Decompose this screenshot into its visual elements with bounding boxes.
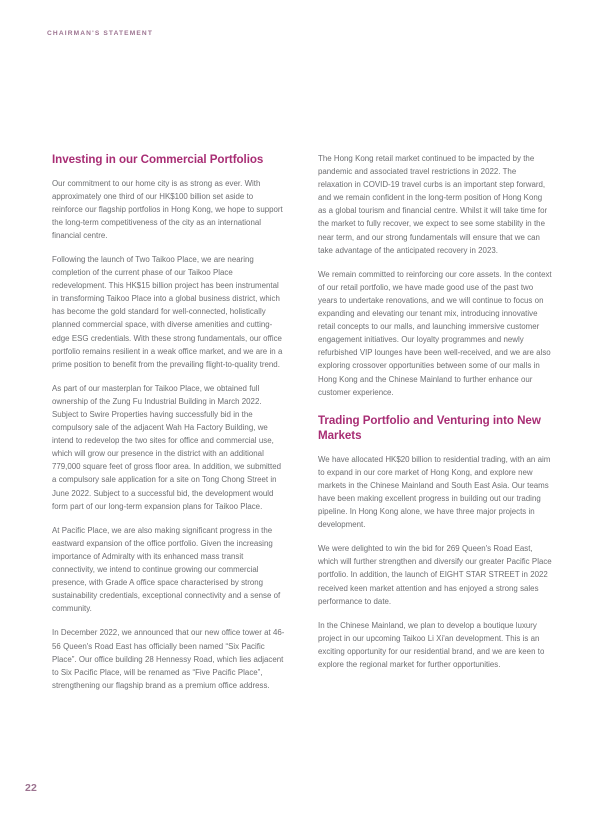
- paragraph: We have allocated HK$20 billion to residential trading, with an aim to expand in our core market of Hong Kong, and explore new markets in the Chinese Mainland and South East Asia. Our teams have been making excellent progress in building out our trading pipeline. In Hong Kong alone, we have three major projects in development.: [318, 454, 551, 530]
- right-column: [318, 152, 552, 671]
- running-header: CHAIRMAN'S STATEMENT: [47, 30, 154, 37]
- paragraph: We remain committed to reinforcing our core assets. In the context of our retail portfolio, we have made good use of the past two years to undertake renovations, and we will continue to focus on expanding and elevating our tenant mix, introducing innovative retail concepts to our malls, and launching immersive customer engagement initiatives. Our loyalty programmes and newly refurbished VIP lounges have been well-received, and we are also exploring crossover opportunities between some of our malls in Hong Kong and the Chinese Mainland to further enhance our customer experience.: [318, 269, 552, 397]
- paragraph: We were delighted to win the bid for 269 Queen's Road East, which will further strengthen and diversify our greater Pacific Place portfolio. In addition, the launch of EIGHT STAR STREET in 2022 received keen market attention and has enjoyed a strong sales performance to date.: [318, 544, 552, 606]
- paragraph: Our commitment to our home city is as strong as ever. With approximately one third of our HK$100 billion set aside to reinforce our flagship portfolios in Hong Kong, we hope to support the long-term competitiveness of the city as an international financial centre.: [52, 178, 283, 240]
- paragraph: In December 2022, we announced that our new office tower at 46-56 Queen's Road East has officially been named “Six Pacific Place”. Our office building 28 Hennessy Road, which lies adjacent to Six Pacific Place, will be renamed as “Five Pacific Place”, strengthening our flagship brand as a premium office address.: [52, 628, 285, 690]
- paragraph: Following the launch of Two Taikoo Place, we are nearing completion of the current phase of our Taikoo Place redevelopment. This HK$15 billion project has been instrumental in transforming Taikoo Place into a global business district, which has become the gold standard for well-connected, holistically planned commercial space, with diverse amenities and cutting-edge ESG credentials. With these strong fundamentals, our office portfolio remains resilient in a weak office market, and we are in a prime position to benefit from the prevailing flight-to-quality trend.: [52, 254, 283, 369]
- left-column: [52, 152, 286, 692]
- two-column-body: [52, 152, 552, 692]
- paragraph: At Pacific Place, we are also making significant progress in the eastward expansion of the office portfolio. Given the increasing importance of Admiralty with its enhanced mass transit connectivity, we intend to continue growing our commercial presence, with Grade A office space characterised by strong sustainability credentials, exceptional connectivity and a sense of community.: [52, 525, 281, 614]
- page-number: 22: [25, 782, 38, 794]
- paragraph: As part of our masterplan for Taikoo Place, we obtained full ownership of the Zung Fu Industrial Building in March 2022. Subject to Swire Properties having successfully bid in the compulsory sale of the adjacent Wah Ha Factory Building, we intend to redevelop the two sites for office and commercial use, which will grow our presence in the district with an additional 779,000 square feet of gross floor area. In addition, we submitted a compulsory sale application for a site on Tong Chong Street in June 2022. Subject to a successful bid, the development would form part of our long-term expansion plans for Taikoo Place.: [52, 383, 281, 511]
- paragraph: In the Chinese Mainland, we plan to develop a boutique luxury project in our upcoming Taikoo Li Xi'an development. This is an exciting opportunity for our residential brand, and we are keen to explore the regional market for further opportunities.: [318, 620, 545, 669]
- section-title-trading-portfolio-new-markets: Trading Portfolio and Venturing into New Markets: [318, 413, 541, 443]
- paragraph: The Hong Kong retail market continued to be impacted by the pandemic and associated travel restrictions in 2022. The relaxation in COVID-19 travel curbs is an important step forward, and we remain confident in the long-term position of Hong Kong as a global tourism and financial centre. Whilst it will take time for the market to fully recover, we expect to see some stability in the near term, and our strong fundamentals will ensure that we can take advantage of the anticipated recovery in 2023.: [318, 154, 548, 255]
- section-title-investing-commercial-portfolios: Investing in our Commercial Portfolios: [52, 153, 264, 166]
